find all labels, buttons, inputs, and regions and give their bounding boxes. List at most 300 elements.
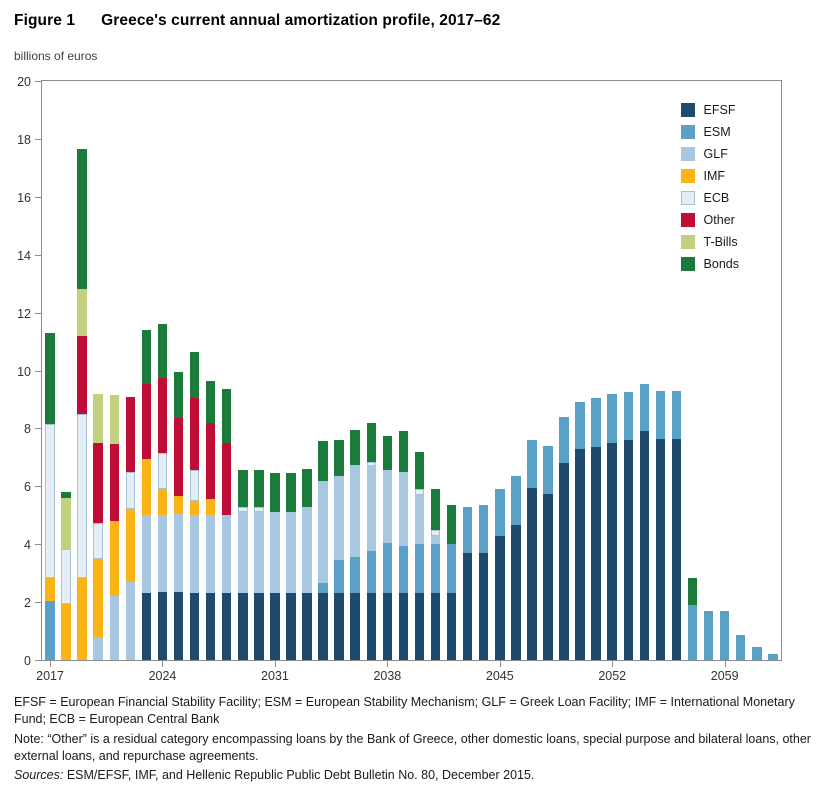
sources-text: ESM/EFSF, IMF, and Hellenic Republic Public Debt Bulletin No. 80, December 2015. (63, 768, 535, 782)
bar-2030 (254, 470, 264, 660)
legend-label-tbills: T-Bills (703, 235, 738, 249)
bar-2022-segment-ECB (126, 472, 136, 510)
bar-slot-2025 (171, 81, 187, 660)
bar-2039-segment-GLF (399, 472, 409, 546)
sources-label: Sources: (14, 768, 64, 782)
bar-2041-segment-ESM (431, 544, 441, 593)
bar-2033-segment-Bonds (302, 469, 312, 507)
bar-2031-segment-EFSF (270, 593, 280, 660)
bar-2043 (463, 507, 473, 660)
legend-swatch-tbills-icon (681, 235, 695, 249)
bar-2056-segment-ESM (672, 391, 682, 439)
bar-2048-segment-EFSF (543, 494, 553, 660)
legend-item-bonds (681, 257, 739, 271)
y-axis-label-2: 2 (24, 596, 31, 611)
figure-label: Figure 1 (14, 12, 76, 29)
y-axis-label-10: 10 (17, 364, 31, 379)
legend-item-imf (681, 169, 739, 183)
legend-label-bonds: Bonds (703, 257, 739, 271)
bar-2052-segment-EFSF (607, 443, 617, 660)
legend-item-ecb (681, 191, 739, 205)
bar-2049 (559, 417, 569, 660)
chart-plot-area (17, 75, 782, 683)
legend-swatch-esm-icon (681, 125, 695, 139)
bar-2037 (367, 423, 377, 660)
bar-2061 (752, 647, 762, 660)
bar-2062 (768, 654, 778, 660)
bar-2026-segment-EFSF (190, 593, 200, 660)
legend-label-esm: ESM (703, 125, 731, 139)
bar-2035-segment-ESM (334, 560, 344, 593)
bar-2033-segment-GLF (302, 507, 312, 594)
bar-2032-segment-Bonds (286, 473, 296, 512)
legend-label-efsf: EFSF (703, 103, 736, 117)
bar-2020 (93, 394, 103, 660)
x-axis-label-2052: 2052 (598, 669, 627, 683)
bar-2023-segment-EFSF (142, 593, 152, 660)
bar-slot-2055 (652, 81, 668, 660)
bar-slot-2040 (411, 81, 427, 660)
bar-2021-segment-Other (110, 444, 120, 521)
bar-2056-segment-EFSF (672, 439, 682, 660)
footnote-sources (14, 767, 814, 784)
bar-2025-segment-GLF (174, 514, 184, 592)
bar-2022 (126, 397, 136, 660)
bar-2042-segment-Bonds (447, 505, 457, 544)
bar-2023-segment-Other (142, 384, 152, 459)
bar-2032 (286, 473, 296, 660)
bar-slot-2037 (363, 81, 379, 660)
bar-2055-segment-ESM (656, 391, 666, 439)
bar-2030-segment-Bonds (254, 470, 264, 506)
legend-swatch-efsf-icon (681, 103, 695, 117)
bar-2054-segment-ESM (640, 384, 650, 432)
bar-2050-segment-ESM (575, 402, 585, 448)
bar-slot-2032 (283, 81, 299, 660)
legend-label-other: Other (703, 213, 735, 227)
bar-2030-segment-GLF (254, 512, 264, 593)
bar-2026-segment-GLF (190, 515, 200, 593)
bar-2019-segment-IMF (77, 578, 87, 661)
x-axis-label-2059: 2059 (710, 669, 739, 683)
bar-2042-segment-ESM (447, 544, 457, 593)
bar-2028-segment-Bonds (222, 389, 232, 443)
bar-2039-segment-ESM (399, 546, 409, 594)
bar-2024-segment-ECB (158, 453, 168, 489)
bar-2059 (720, 611, 730, 660)
bar-2027-segment-EFSF (206, 593, 216, 660)
y-axis-label-12: 12 (17, 306, 31, 321)
bar-slot-2029 (235, 81, 251, 660)
bar-2041 (431, 489, 441, 660)
legend-swatch-glf-icon (681, 147, 695, 161)
x-axis-tick-2052 (612, 660, 613, 667)
footnote-note: Note: “Other” is a residual category encompassing loans by the Bank of Greece, other domestic loans, special purpose and bilateral loans, other external loans, and repurchase agreements. (14, 731, 811, 763)
bar-2041-segment-Bonds (431, 489, 441, 530)
bar-2038-segment-EFSF (383, 593, 393, 660)
bar-slot-2030 (251, 81, 267, 660)
figure-title (14, 12, 814, 30)
bar-2033 (302, 469, 312, 660)
y-axis-tick-18 (35, 139, 42, 140)
y-axis-label-8: 8 (24, 422, 31, 437)
bar-2044 (479, 505, 489, 660)
bar-2034-segment-GLF (318, 481, 328, 584)
bar-slot-2021 (106, 81, 122, 660)
bar-2050 (575, 402, 585, 660)
y-axis-tick-6 (35, 486, 42, 487)
bar-slot-2045 (485, 81, 514, 683)
bar-2047 (527, 440, 537, 660)
bar-series-container (36, 81, 781, 683)
bar-2033-segment-EFSF (302, 593, 312, 660)
bar-2017-segment-IMF (45, 578, 55, 601)
bar-2022-segment-IMF (126, 509, 136, 581)
bar-slot-2053 (620, 81, 636, 660)
bar-slot-2018 (58, 81, 74, 660)
bar-2052 (607, 394, 617, 660)
bar-2021-segment-IMF (110, 521, 120, 596)
bar-2057-segment-ESM (688, 605, 698, 660)
bar-2034-segment-ESM (318, 583, 328, 593)
bar-2050-segment-EFSF (575, 449, 585, 660)
bar-2061-segment-ESM (752, 647, 762, 660)
bar-2019-segment-T-Bills (77, 289, 87, 335)
bar-2022-segment-GLF (126, 582, 136, 660)
bar-slot-2039 (395, 81, 411, 660)
y-axis-tick-14 (35, 255, 42, 256)
bar-2024-segment-Other (158, 378, 168, 453)
bar-2040-segment-Bonds (415, 452, 425, 490)
bar-2053-segment-EFSF (624, 440, 634, 660)
bar-2045 (495, 489, 505, 660)
bar-2020-segment-Other (93, 443, 103, 523)
bar-2036-segment-Bonds (350, 430, 360, 465)
bar-2019 (77, 149, 87, 660)
bar-2044-segment-EFSF (479, 553, 489, 660)
bar-2048-segment-ESM (543, 446, 553, 494)
y-axis-label-6: 6 (24, 480, 31, 495)
bar-2036 (350, 430, 360, 660)
x-axis-label-2017: 2017 (36, 669, 64, 683)
bar-2028-segment-Other (222, 443, 232, 515)
bar-2023-segment-GLF (142, 515, 152, 593)
bar-2030-segment-EFSF (254, 593, 264, 660)
bar-slot-2048 (540, 81, 556, 660)
y-axis-label-16: 16 (17, 190, 31, 205)
x-axis-tick-2045 (500, 660, 501, 667)
bar-2045-segment-EFSF (495, 536, 505, 660)
bar-2026-segment-Bonds (190, 352, 200, 398)
y-axis-tick-16 (35, 197, 42, 198)
bar-2035-segment-GLF (334, 476, 344, 560)
y-axis-label-4: 4 (24, 538, 31, 553)
bar-2020-segment-ECB (93, 523, 103, 559)
bar-2026 (190, 352, 200, 660)
bar-slot-2026 (187, 81, 203, 660)
legend-swatch-other-icon (681, 213, 695, 227)
bar-2040-segment-EFSF (415, 593, 425, 660)
bar-2024 (158, 324, 168, 660)
bar-2020-segment-IMF (93, 559, 103, 637)
bar-2029 (238, 470, 248, 660)
bar-2029-segment-EFSF (238, 593, 248, 660)
y-axis-label-18: 18 (17, 132, 31, 147)
bar-2028-segment-EFSF (222, 593, 232, 660)
bar-2034-segment-EFSF (318, 593, 328, 660)
x-axis-label-2045: 2045 (485, 669, 514, 683)
bar-2042 (447, 505, 457, 660)
bar-2039-segment-EFSF (399, 593, 409, 660)
bar-2058-segment-ESM (704, 611, 714, 660)
bar-slot-2020 (90, 81, 106, 660)
bar-2045-segment-ESM (495, 489, 505, 535)
bar-2029-segment-GLF (238, 512, 248, 593)
bar-2025-segment-EFSF (174, 592, 184, 660)
bar-slot-2061 (749, 81, 765, 660)
legend-item-esm (681, 125, 739, 139)
bar-2038-segment-Bonds (383, 436, 393, 471)
bar-2027 (206, 381, 216, 660)
y-axis-label-20: 20 (17, 75, 31, 89)
bar-2051 (591, 398, 601, 660)
bar-2058 (704, 611, 714, 660)
bar-2020-segment-T-Bills (93, 394, 103, 443)
footnotes (14, 694, 814, 786)
bar-2024-segment-Bonds (158, 324, 168, 378)
bar-2046-segment-EFSF (511, 525, 521, 660)
bar-2059-segment-ESM (720, 611, 730, 660)
bar-2021-segment-GLF (110, 596, 120, 660)
bar-2025-segment-IMF (174, 496, 184, 513)
legend-swatch-bonds-icon (681, 257, 695, 271)
legend-item-other (681, 213, 739, 227)
bar-2026-segment-ECB (190, 470, 200, 500)
y-axis-tick-20 (35, 81, 42, 82)
legend-item-efsf (681, 103, 739, 117)
bar-2038-segment-ESM (383, 543, 393, 594)
bar-slot-2052 (598, 81, 627, 683)
legend-swatch-imf-icon (681, 169, 695, 183)
bar-2057 (688, 578, 698, 661)
bar-2025-segment-Bonds (174, 372, 184, 418)
legend-label-imf: IMF (703, 169, 726, 183)
bar-2062-segment-ESM (768, 654, 778, 660)
legend-item-tbills (681, 235, 739, 249)
y-axis-unit-label: billions of euros (14, 49, 98, 63)
bar-2027-segment-Bonds (206, 381, 216, 423)
bar-2051-segment-ESM (591, 398, 601, 447)
x-axis-tick-2059 (725, 660, 726, 667)
bar-2032-segment-EFSF (286, 593, 296, 660)
bar-slot-2054 (636, 81, 652, 660)
bar-2038 (383, 436, 393, 660)
bar-slot-2049 (556, 81, 572, 660)
bar-2027-segment-IMF (206, 499, 216, 515)
bar-slot-2034 (315, 81, 331, 660)
bar-2054-segment-EFSF (640, 431, 650, 660)
bar-slot-2036 (347, 81, 363, 660)
bar-2018 (61, 492, 71, 660)
bar-2035-segment-Bonds (334, 440, 344, 476)
bar-2057-segment-Bonds (688, 578, 698, 606)
bar-2023 (142, 330, 152, 660)
bar-2041-segment-EFSF (431, 593, 441, 660)
bar-2049-segment-ESM (559, 417, 569, 463)
bar-2017-segment-ECB (45, 424, 55, 577)
bar-2051-segment-EFSF (591, 447, 601, 660)
bar-slot-2062 (765, 81, 781, 660)
x-axis-tick-2038 (387, 660, 388, 667)
y-axis-tick-4 (35, 544, 42, 545)
bar-2039-segment-Bonds (399, 431, 409, 472)
bar-2036-segment-ESM (350, 557, 360, 593)
bar-2020-segment-GLF (93, 637, 103, 660)
bar-slot-2017 (36, 81, 64, 683)
bar-2040 (415, 452, 425, 660)
legend-item-glf (681, 147, 739, 161)
bar-slot-2051 (588, 81, 604, 660)
bar-slot-2047 (524, 81, 540, 660)
bar-2023-segment-Bonds (142, 330, 152, 384)
bar-slot-2042 (444, 81, 460, 660)
bar-2025 (174, 372, 184, 660)
x-axis-label-2024: 2024 (148, 669, 177, 683)
bar-2031 (270, 473, 280, 660)
bar-2052-segment-ESM (607, 394, 617, 443)
footnote-definitions: EFSF = European Financial Stability Facility; ESM = European Stability Mechanism; GLF = Greek Loan Facility; IMF = International Monetary Fund; ECB = European Central Bank (14, 695, 795, 727)
bar-slot-2028 (219, 81, 235, 660)
chart-legend (681, 103, 739, 271)
bar-2042-segment-EFSF (447, 593, 457, 660)
bar-2048 (543, 446, 553, 660)
bar-2024-segment-IMF (158, 489, 168, 515)
bar-slot-2050 (572, 81, 588, 660)
bar-2046 (511, 476, 521, 660)
bar-slot-2041 (428, 81, 444, 660)
bar-2044-segment-ESM (479, 505, 489, 553)
bar-2032-segment-GLF (286, 512, 296, 593)
y-axis-label-14: 14 (17, 248, 31, 263)
bar-2034-segment-Bonds (318, 441, 328, 480)
bar-2060-segment-ESM (736, 635, 746, 660)
bar-slot-2035 (331, 81, 347, 660)
bar-2037-segment-EFSF (367, 593, 377, 660)
bar-2038-segment-GLF (383, 470, 393, 542)
bar-2043-segment-ESM (463, 507, 473, 553)
bar-2031-segment-GLF (270, 512, 280, 593)
bar-2060 (736, 635, 746, 660)
bar-slot-2024 (148, 81, 177, 683)
bar-2043-segment-EFSF (463, 553, 473, 660)
bar-2047-segment-ESM (527, 440, 537, 488)
bar-2037-segment-ESM (367, 551, 377, 593)
bar-2047-segment-EFSF (527, 488, 537, 660)
bar-2037-segment-Bonds (367, 423, 377, 462)
bar-2035 (334, 440, 344, 660)
bar-slot-2044 (476, 81, 492, 660)
x-axis-label-2031: 2031 (261, 669, 289, 683)
bar-slot-2033 (299, 81, 315, 660)
bar-2056 (672, 391, 682, 660)
bar-2021-segment-T-Bills (110, 395, 120, 444)
bar-2018-segment-T-Bills (61, 498, 71, 549)
bar-2026-segment-Other (190, 398, 200, 470)
bar-slot-2027 (203, 81, 219, 660)
x-axis-tick-2024 (162, 660, 163, 667)
bar-2041-segment-GLF (431, 536, 441, 545)
bar-2054 (640, 384, 650, 660)
bar-slot-2031 (261, 81, 289, 683)
y-axis-tick-8 (35, 428, 42, 429)
x-axis-tick-2031 (275, 660, 276, 667)
bar-2049-segment-EFSF (559, 463, 569, 660)
bar-slot-2043 (460, 81, 476, 660)
bar-2018-segment-ECB (61, 549, 71, 604)
bar-slot-2022 (122, 81, 138, 660)
bar-slot-2046 (508, 81, 524, 660)
bar-2024-segment-GLF (158, 515, 168, 592)
bar-2040-segment-ESM (415, 544, 425, 593)
bar-2034 (318, 441, 328, 660)
bar-2021 (110, 395, 120, 660)
bar-2037-segment-GLF (367, 466, 377, 551)
x-axis-tick-2017 (50, 660, 51, 667)
bar-2026-segment-IMF (190, 501, 200, 515)
bar-2024-segment-EFSF (158, 592, 168, 660)
bar-2019-segment-Bonds (77, 149, 87, 289)
bar-2035-segment-EFSF (334, 593, 344, 660)
bar-2019-segment-ECB (77, 414, 87, 578)
y-axis-label-0: 0 (24, 654, 31, 668)
legend-swatch-ecb-icon (681, 191, 695, 205)
figure-title-text: Greece's current annual amortization profile, 2017–62 (101, 12, 501, 29)
bar-2029-segment-Bonds (238, 470, 248, 506)
bar-2017 (45, 333, 55, 660)
bar-2028 (222, 389, 232, 660)
bar-2040-segment-GLF (415, 495, 425, 544)
bar-2019-segment-Other (77, 336, 87, 414)
bar-2055 (656, 391, 666, 660)
bar-2046-segment-ESM (511, 476, 521, 525)
legend-label-ecb: ECB (703, 191, 730, 205)
legend-label-glf: GLF (703, 147, 728, 161)
bar-2017-segment-Bonds (45, 333, 55, 424)
bar-2036-segment-EFSF (350, 593, 360, 660)
bar-2039 (399, 431, 409, 660)
bar-2055-segment-EFSF (656, 439, 666, 660)
y-axis-tick-10 (35, 371, 42, 372)
y-axis-tick-2 (35, 602, 42, 603)
bar-slot-2038 (373, 81, 402, 683)
bar-2028-segment-GLF (222, 515, 232, 593)
bar-slot-2019 (74, 81, 90, 660)
bar-2053-segment-ESM (624, 392, 634, 440)
bar-2017-segment-ESM (45, 601, 55, 660)
x-axis-label-2038: 2038 (373, 669, 402, 683)
bar-slot-2023 (138, 81, 154, 660)
bar-2022-segment-Other (126, 397, 136, 472)
bar-2027-segment-GLF (206, 515, 216, 593)
bar-2027-segment-Other (206, 423, 216, 500)
bar-2031-segment-Bonds (270, 473, 280, 512)
bar-2023-segment-IMF (142, 459, 152, 515)
bar-2025-segment-Other (174, 418, 184, 496)
bar-2036-segment-GLF (350, 465, 360, 558)
y-axis-tick-0 (35, 660, 42, 661)
bar-2053 (624, 392, 634, 660)
bar-2018-segment-IMF (61, 604, 71, 660)
